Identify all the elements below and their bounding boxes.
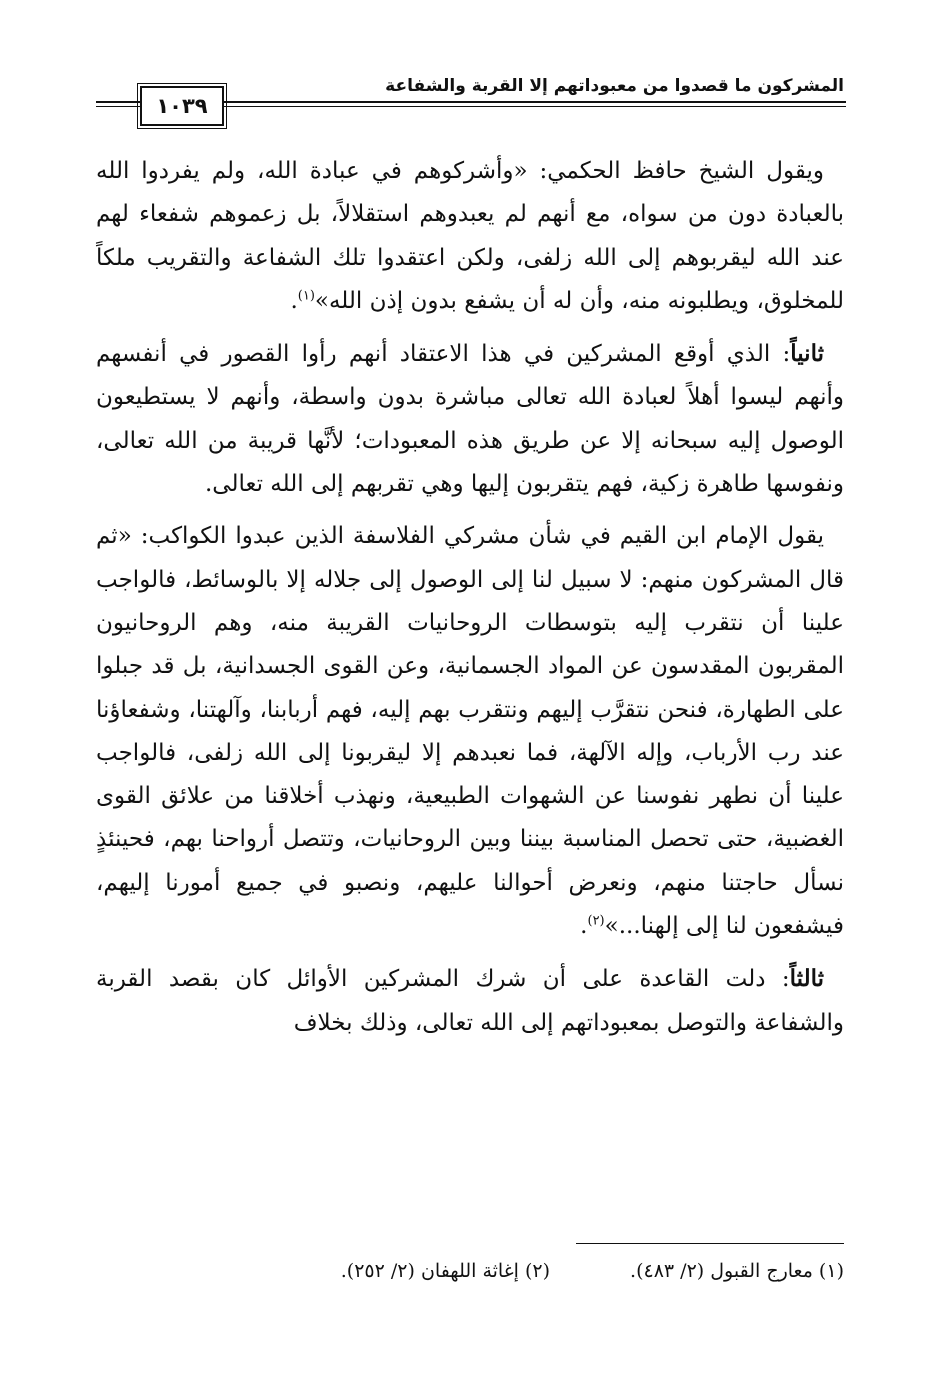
footnote-1: (١) معارج القبول (٢/ ٤٨٣). — [630, 1260, 844, 1282]
footnote-2: (٢) إغاثة اللهفان (٢/ ٢٥٢). — [340, 1260, 551, 1282]
footnote-separator — [576, 1243, 844, 1244]
paragraph-4-lead: ثالثاً — [789, 965, 824, 993]
footnotes — [96, 1257, 844, 1285]
paragraph-2 — [96, 332, 844, 506]
paragraph-3 — [96, 515, 844, 948]
running-header-title: المشركون ما قصدوا من معبوداتهم إلا القربة والشفاعة — [385, 76, 844, 96]
paragraph-1-end: . — [290, 287, 298, 314]
footnote-ref-1: (١) — [297, 288, 315, 304]
main-text — [96, 150, 844, 1054]
paragraph-1 — [96, 150, 844, 323]
footnote-ref-2: (٢) — [587, 913, 605, 929]
paragraph-3-end: . — [580, 913, 588, 940]
paragraph-4 — [96, 957, 844, 1045]
paragraph-2-lead: ثانياً — [790, 340, 824, 368]
paragraph-3-text: يقول الإمام ابن القيم في شأن مشركي الفلاسفة الذين عبدوا الكواكب: «ثم قال المشركون منهم: لا سبيل لنا إلى الوصول إلى جلاله إلا بالوسائط، فالواجب علينا أن نتقرب إليه بتوسطات الروحانيات القريبة منه، وهم الروحانيون المقربون المقدسون عن المواد الجسمانية، وعن القوى الجسدانية، بل قد جبلوا على الطهارة، فنحن نتقرَّب إليهم ونتقرب بهم إليه، فهم أربابنا، وآلهتنا، وشفعاؤنا عند رب الأرباب، وإله الآلهة، فما نعبدهم إلا ليقربونا إلى الله زلفى، فالواجب علينا أن نطهر نفوسنا عن الشهوات الطبيعية، ونهذب أخلاقنا من علائق القوى الغضبية، حتى تحصل المناسبة بيننا وبين الروحانيات، وتتصل أرواحنا بهم، فحينئذٍ نسأل حاجتنا منهم، ونعرض أحوالنا عليهم، ونصبو في جميع أمورنا إليهم، فيشفعون لنا إلى إلهنا...» — [96, 523, 844, 940]
paragraph-2-text: : الذي أوقع المشركين في هذا الاعتقاد أنهم رأوا القصور في أنفسهم وأنهم ليسوا أهلاً لعبادة الله تعالى مباشرة بدون واسطة، وأنهم لا يستطيعون الوصول إليه سبحانه إلا عن طريق هذه المعبودات؛ لأنَّها قريبة من الله تعالى، ونفوسها طاهرة زكية، فهم يتقربون إليها وهي تقربهم إلى الله تعالى. — [96, 341, 844, 498]
page-number-box: ١٠٣٩ — [140, 86, 224, 126]
paragraph-4-text: : دلت القاعدة على أن شرك المشركين الأوائل كان بقصد القربة والشفاعة والتوصل بمعبوداتهم إلى الله تعالى، وذلك بخلاف — [96, 966, 844, 1036]
paragraph-1-text: ويقول الشيخ حافظ الحكمي: «وأشركوهم في عبادة الله، ولم يفردوا الله بالعبادة دون من سواه، مع أنهم لم يعبدوهم استقلالاً، بل زعموهم شفعاء لهم عند الله ليقربوهم إلى الله زلفى، ولكن اعتقدوا تلك الشفاعة والتقريب ملكاً للمخلوق، ويطلبونه منه، وأن له أن يشفع بدون إذن الله» — [96, 158, 844, 314]
